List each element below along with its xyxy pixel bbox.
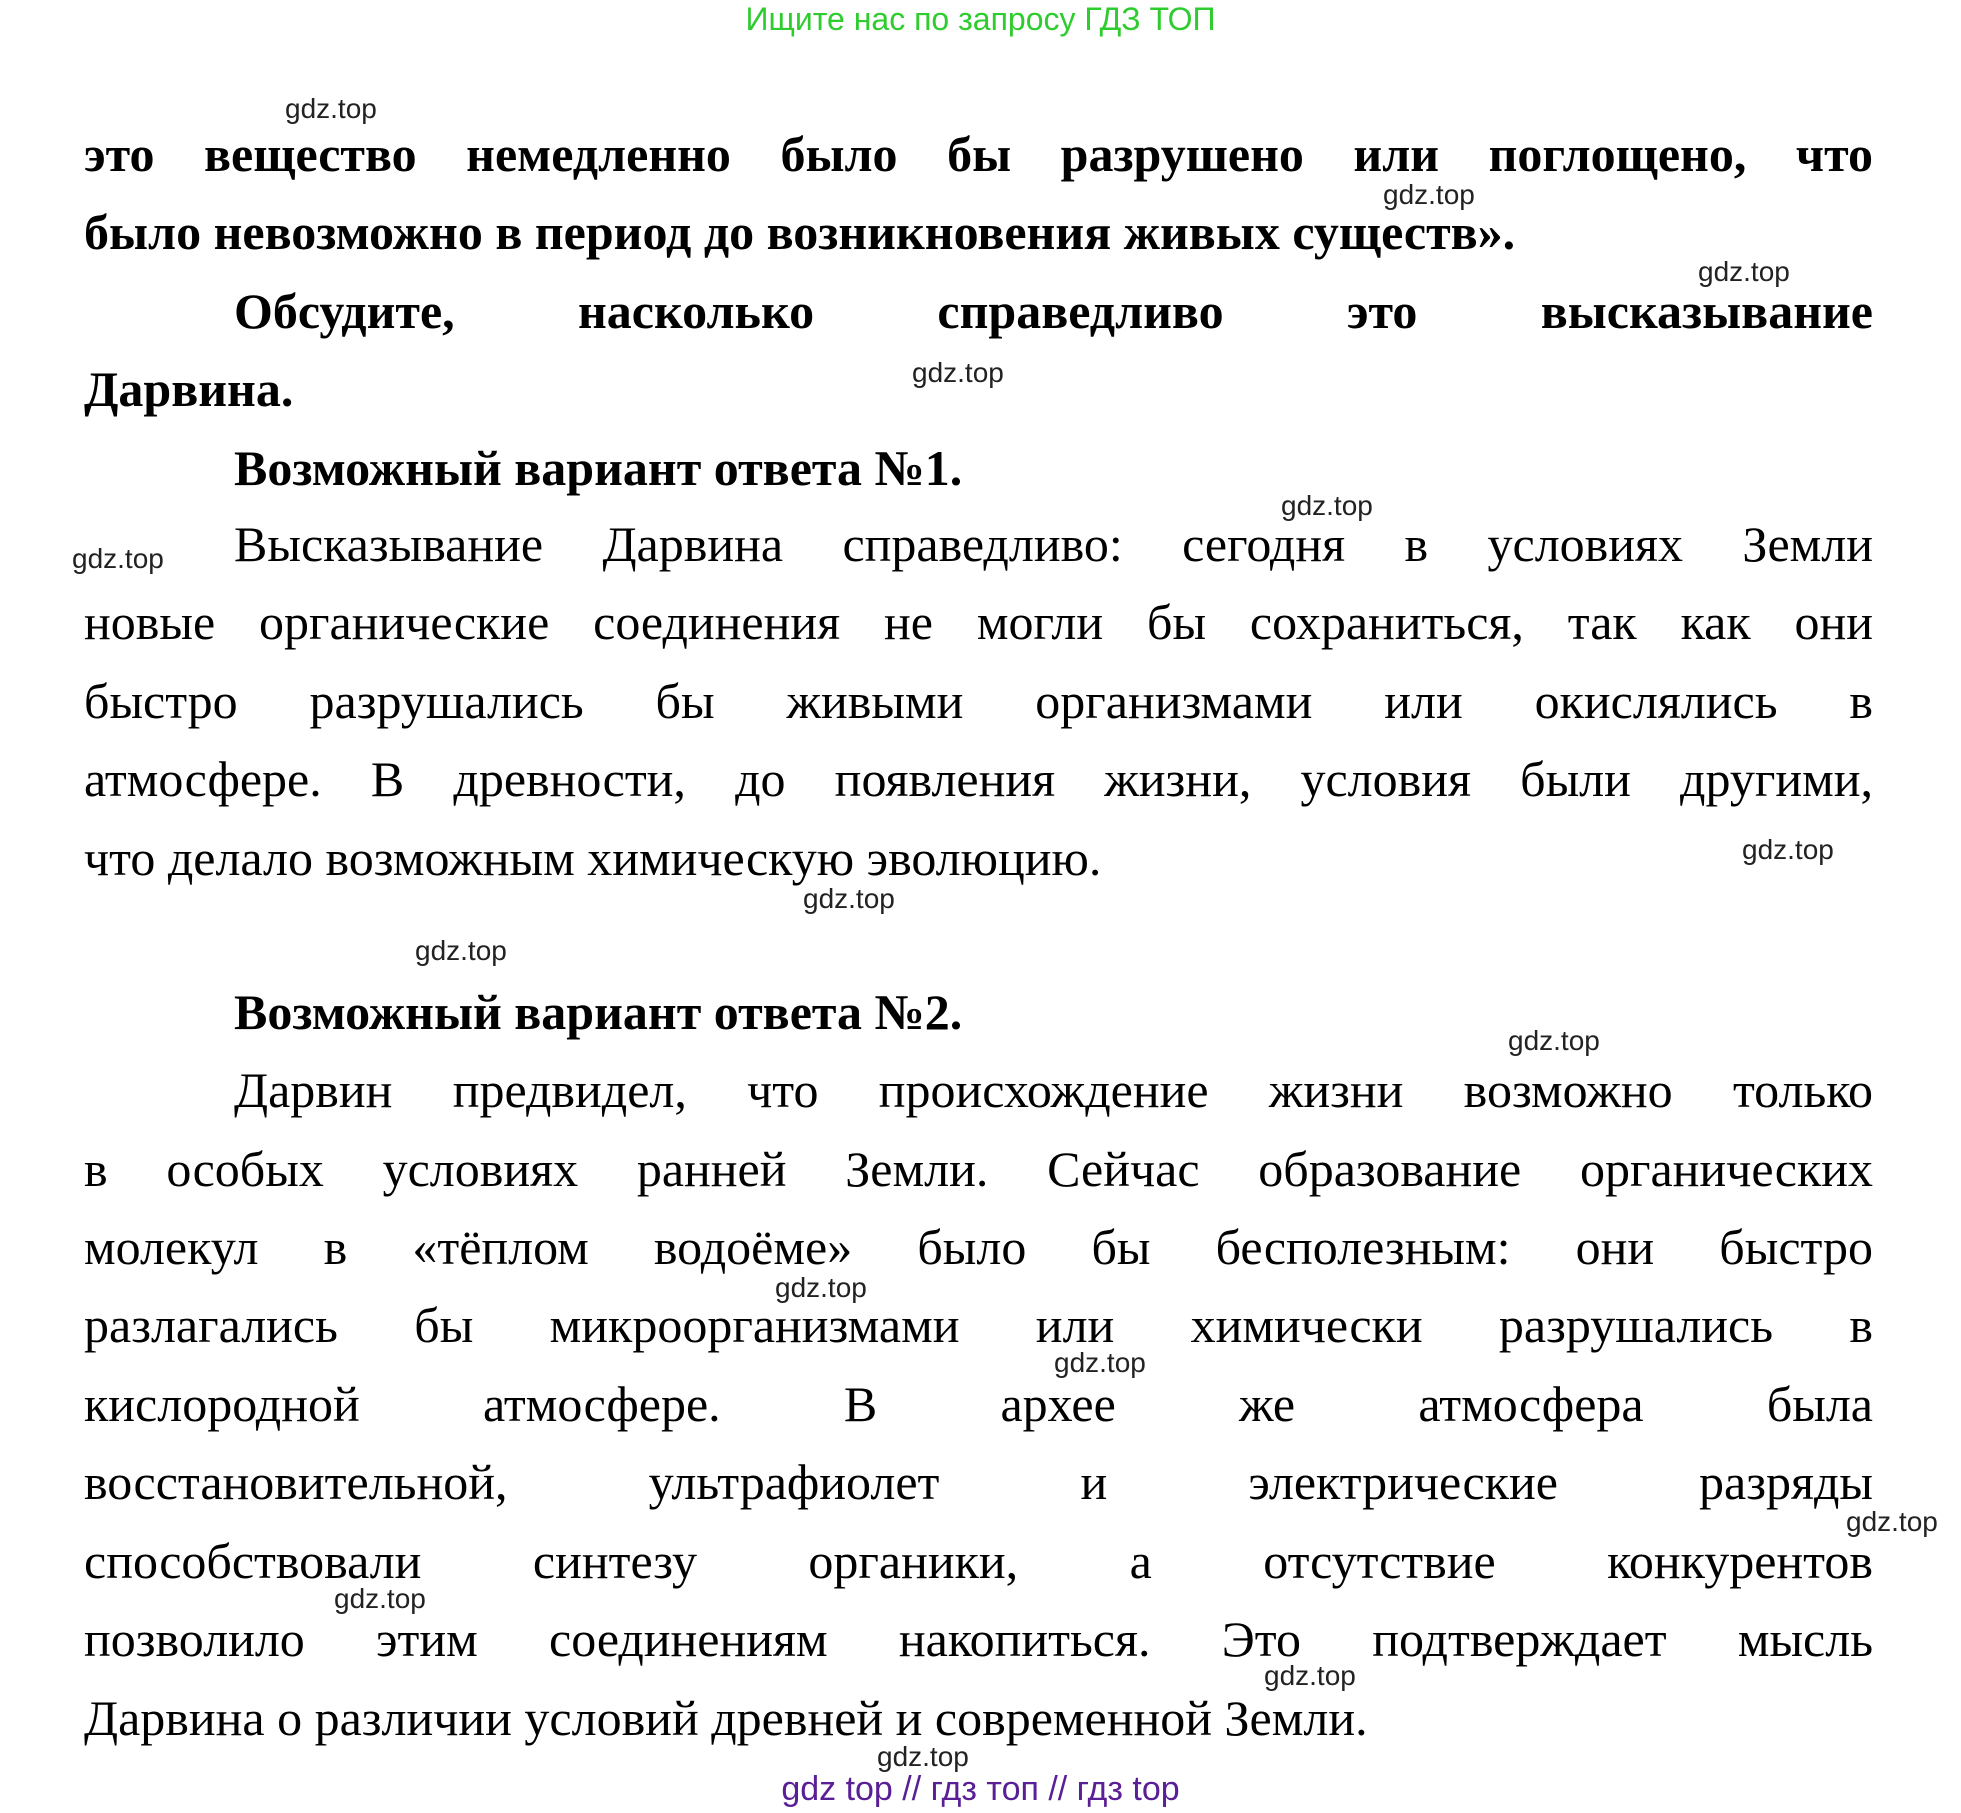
answer-2-line: кислородной атмосфере. В архее же атмосфера была — [84, 1376, 1873, 1432]
watermark: gdz.top — [415, 935, 507, 966]
quote-line: было невозможно в период до возникновения живых существ». — [84, 204, 1516, 260]
search-hint-banner: Ищите нас по запросу ГДЗ ТОП — [745, 1, 1216, 37]
watermark: gdz.top — [334, 1583, 426, 1614]
watermark: gdz.top — [1054, 1347, 1146, 1378]
answer-2-line: разлагались бы микроорганизмами или химически разрушались в — [84, 1297, 1873, 1353]
answer-2-heading: Возможный вариант ответа №2. — [234, 984, 963, 1040]
answer-2-line: позволило этим соединениям накопиться. Это подтверждает мысль — [84, 1611, 1873, 1667]
watermark: gdz.top — [1698, 256, 1790, 287]
watermark: gdz.top — [1281, 490, 1373, 521]
answer-1-line: быстро разрушались бы живыми организмами или окислялись в — [84, 673, 1873, 729]
answer-2-line: в особых условиях ранней Земли. Сейчас образование органических — [84, 1141, 1873, 1197]
watermark: gdz.top — [877, 1741, 969, 1772]
watermark: gdz.top — [1264, 1660, 1356, 1691]
answer-2-line: Дарвин предвидел, что происхождение жизни возможно только — [234, 1062, 1873, 1118]
answer-1-line: новые органические соединения не могли бы сохраниться, так как они — [84, 594, 1873, 650]
footer-links: gdz top // гдз топ // гдз top — [781, 1770, 1180, 1808]
watermark: gdz.top — [1742, 834, 1834, 865]
watermark: gdz.top — [1508, 1025, 1600, 1056]
task-line: Дарвина. — [84, 361, 294, 417]
answer-2-line: способствовали синтезу органики, а отсутствие конкурентов — [84, 1533, 1873, 1589]
watermark: gdz.top — [72, 543, 164, 574]
watermark: gdz.top — [1383, 179, 1475, 210]
watermark: gdz.top — [912, 357, 1004, 388]
answer-1-line: что делало возможным химическую эволюцию. — [84, 830, 1102, 886]
answer-1-line: Высказывание Дарвина справедливо: сегодня в условиях Земли — [234, 516, 1873, 572]
answer-2-line: Дарвина о различии условий древней и современной Земли. — [84, 1690, 1368, 1746]
quote-line: это вещество немедленно было бы разрушено или поглощено, что — [84, 126, 1873, 182]
answer-2-line: восстановительной, ультрафиолет и электрические разряды — [84, 1454, 1873, 1510]
watermark: gdz.top — [803, 883, 895, 914]
watermark: gdz.top — [1846, 1506, 1938, 1537]
task-line: Обсудите, насколько справедливо это высказывание — [234, 283, 1873, 339]
answer-2-line: молекул в «тёплом водоёме» было бы бесполезным: они быстро — [84, 1219, 1873, 1275]
watermark: gdz.top — [285, 93, 377, 124]
watermark: gdz.top — [775, 1272, 867, 1303]
answer-1-heading: Возможный вариант ответа №1. — [234, 440, 963, 496]
answer-1-line: атмосфере. В древности, до появления жизни, условия были другими, — [84, 751, 1873, 807]
